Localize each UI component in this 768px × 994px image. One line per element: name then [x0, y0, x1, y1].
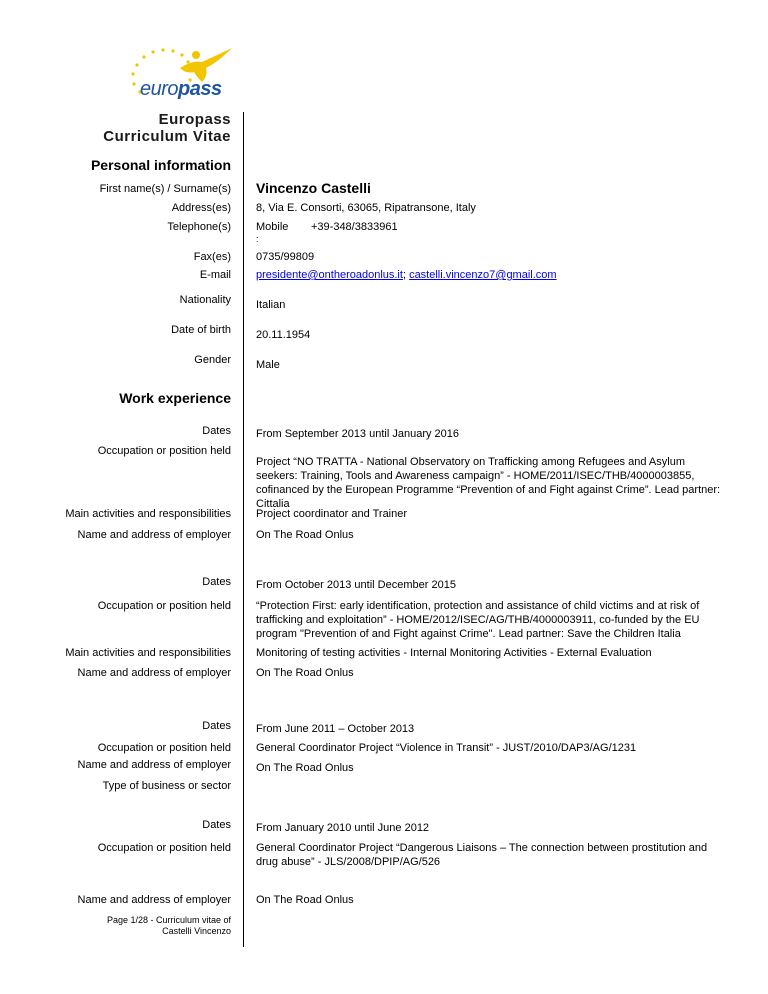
entry-4-employer: On The Road Onlus	[256, 894, 354, 906]
activities-label: Main activities and responsibilities	[65, 647, 231, 659]
business-label: Type of business or sector	[102, 780, 231, 792]
employer-label: Name and address of employer	[77, 529, 231, 541]
email-separator: ;	[402, 269, 406, 281]
telephone-value: +39-348/3833961	[311, 221, 398, 233]
document-title: Europass	[158, 111, 231, 128]
telephone-type: Mobile	[256, 221, 289, 233]
dob-value: 20.11.1954	[256, 329, 311, 341]
entry-3-dates: From June 2011 – October 2013	[256, 723, 415, 735]
section-personal-information: Personal information	[90, 157, 231, 173]
section-work-experience: Work experience	[119, 390, 231, 406]
full-name: Vincenzo Castelli	[256, 180, 371, 196]
employer-label: Name and address of employer	[77, 759, 231, 771]
entry-1-occupation: Project “NO TRATTA - National Observatory on Trafficking among Refugees and Asylum seekers: Training, Tools and Awareness campaign” - HOME/2011/ISEC/THB/4000003855, cofinanced by the European Programme “Prevention of and Fight against Crime”. Lead partner: Cittalia	[256, 456, 721, 510]
entry-2-employer: On The Road Onlus	[256, 667, 354, 679]
occupation-label: Occupation or position held	[97, 445, 231, 457]
gender-value: Male	[256, 359, 280, 371]
email-link-2[interactable]: castelli.vincenzo7@gmail.com	[409, 269, 557, 281]
footer-line-1: Page 1/28 - Curriculum vitae of	[106, 915, 231, 925]
entry-4-occupation: General Coordinator Project “Dangerous Liaisons – The connection between prostitution and drug abuse” - JLS/2008/DPIP/AG/526	[256, 842, 708, 868]
name-label: First name(s) / Surname(s)	[99, 183, 231, 195]
fax-value: 0735/99809	[256, 251, 315, 263]
email-link-1[interactable]: presidente@ontheroadonlus.it	[256, 269, 403, 281]
entry-2-dates: From October 2013 until December 2015	[256, 579, 456, 591]
fax-label: Fax(es)	[193, 251, 231, 263]
occupation-label: Occupation or position held	[97, 742, 231, 754]
footer-line-2: Castelli Vincenzo	[162, 926, 231, 936]
email-value	[256, 268, 726, 282]
page-footer	[107, 915, 231, 937]
dates-label: Dates	[202, 720, 231, 732]
entry-1-activities: Project coordinator and Trainer	[256, 508, 408, 520]
address-value: 8, Via E. Consorti, 63065, Ripatransone, Italy	[256, 202, 476, 214]
telephone-colon: :	[256, 234, 259, 244]
occupation-label: Occupation or position held	[97, 842, 231, 854]
dob-label: Date of birth	[171, 324, 231, 336]
entry-4-dates: From January 2010 until June 2012	[256, 822, 430, 834]
occupation-label: Occupation or position held	[97, 600, 231, 612]
gender-label: Gender	[194, 354, 231, 366]
email-label: E-mail	[199, 269, 231, 281]
entry-3-employer: On The Road Onlus	[256, 762, 354, 774]
employer-label: Name and address of employer	[77, 667, 231, 679]
employer-label: Name and address of employer	[77, 894, 231, 906]
nationality-label: Nationality	[179, 294, 231, 306]
europass-wordmark: europass	[140, 78, 222, 100]
activities-label: Main activities and responsibilities	[65, 508, 231, 520]
telephone-label: Telephone(s)	[167, 221, 231, 233]
entry-1-employer: On The Road Onlus	[256, 529, 354, 541]
dates-label: Dates	[202, 576, 231, 588]
entry-2-occupation: “Protection First: early identification, protection and assistance of child victims and at risk of trafficking and exploitation” - HOME/2012/ISEC/AG/THB/4000003911, co-funded by the EU program "Prevention of and Fight against Crime". Lead partner: Save the Children Italia	[256, 600, 700, 640]
entry-3-occupation: General Coordinator Project “Violence in Transit” - JUST/2010/DAP3/AG/1231	[256, 742, 637, 754]
entry-2-activities: Monitoring of testing activities - Internal Monitoring Activities - External Evaluation	[256, 647, 652, 659]
column-divider	[243, 112, 244, 947]
document-subtitle: Curriculum Vitae	[103, 128, 231, 145]
dates-label: Dates	[202, 425, 231, 437]
dates-label: Dates	[202, 819, 231, 831]
entry-1-dates: From September 2013 until January 2016	[256, 428, 460, 440]
nationality-value: Italian	[256, 299, 286, 311]
address-label: Address(es)	[171, 202, 231, 214]
